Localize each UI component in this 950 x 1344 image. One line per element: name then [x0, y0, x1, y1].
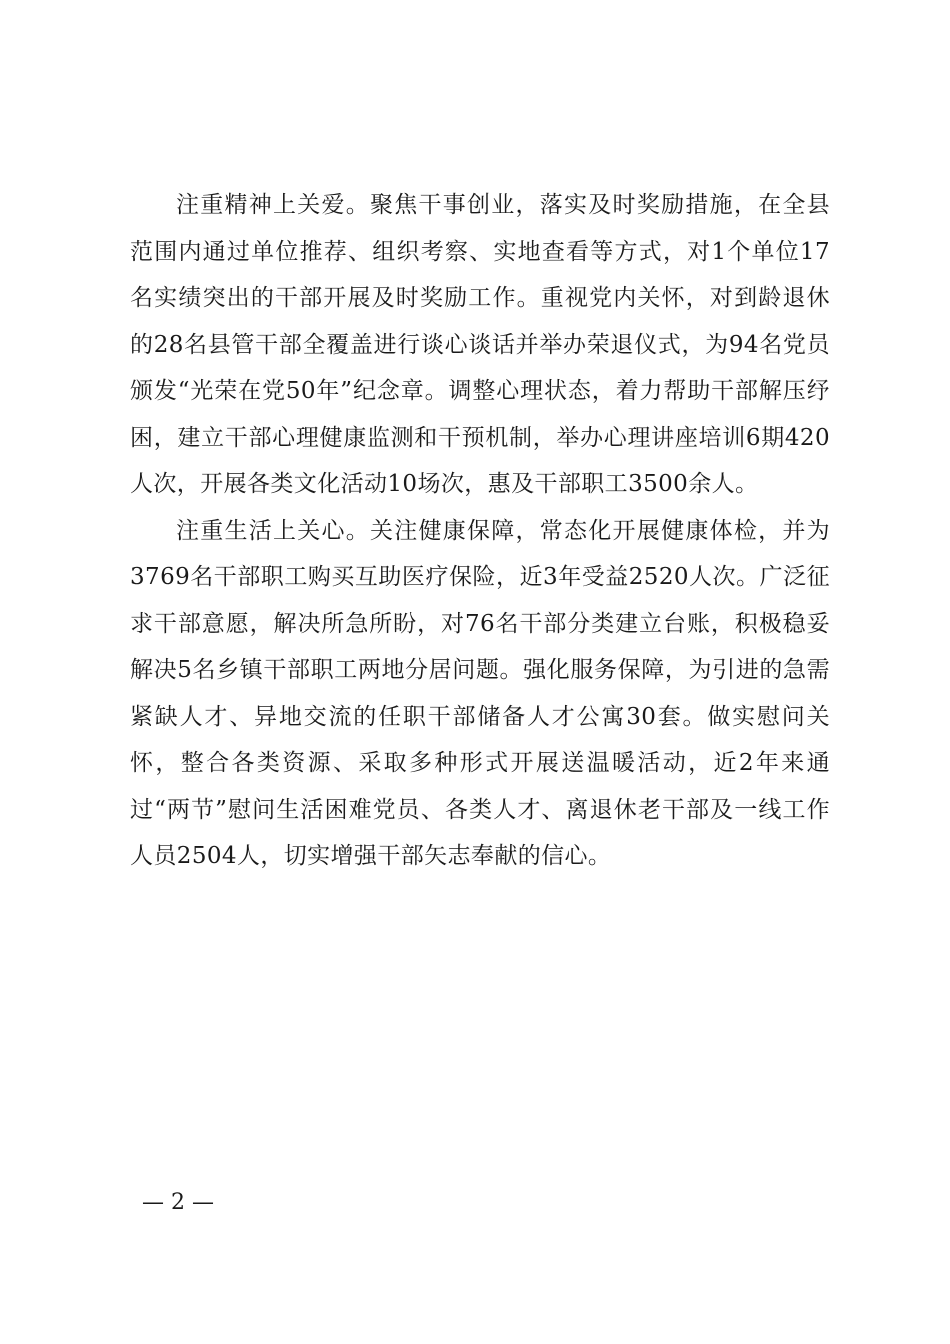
document-body: [130, 182, 830, 880]
page-number: — 2 —: [142, 1190, 214, 1215]
paragraph-life-care: 注重生活上关心。关注健康保障，常态化开展健康体检，并为3769名干部职工购买互助医疗保险，近3年受益2520人次。广泛征求干部意愿，解决所急所盼，对76名干部分类建立台账，积极稳妥解决5名乡镇干部职工两地分居问题。强化服务保障，为引进的急需紧缺人才、异地交流的任职干部储备人才公寓30套。做实慰问关怀，整合各类资源、采取多种形式开展送温暖活动，近2年来通过“两节”慰问生活困难党员、各类人才、离退休老干部及一线工作人员2504人，切实增强干部矢志奉献的信心。: [130, 517, 830, 869]
paragraph-spiritual-care: 注重精神上关爱。聚焦干事创业，落实及时奖励措施，在全县范围内通过单位推荐、组织考察、实地查看等方式，对1个单位17名实绩突出的干部开展及时奖励工作。重视党内关怀，对到龄退休的28名县管干部全覆盖进行谈心谈话并举办荣退仪式，为94名党员颁发“光荣在党50年”纪念章。调整心理状态，着力帮助干部解压纾困，建立干部心理健康监测和干预机制，举办心理讲座培训6期420人次，开展各类文化活动10场次，惠及干部职工3500余人。: [130, 192, 830, 497]
